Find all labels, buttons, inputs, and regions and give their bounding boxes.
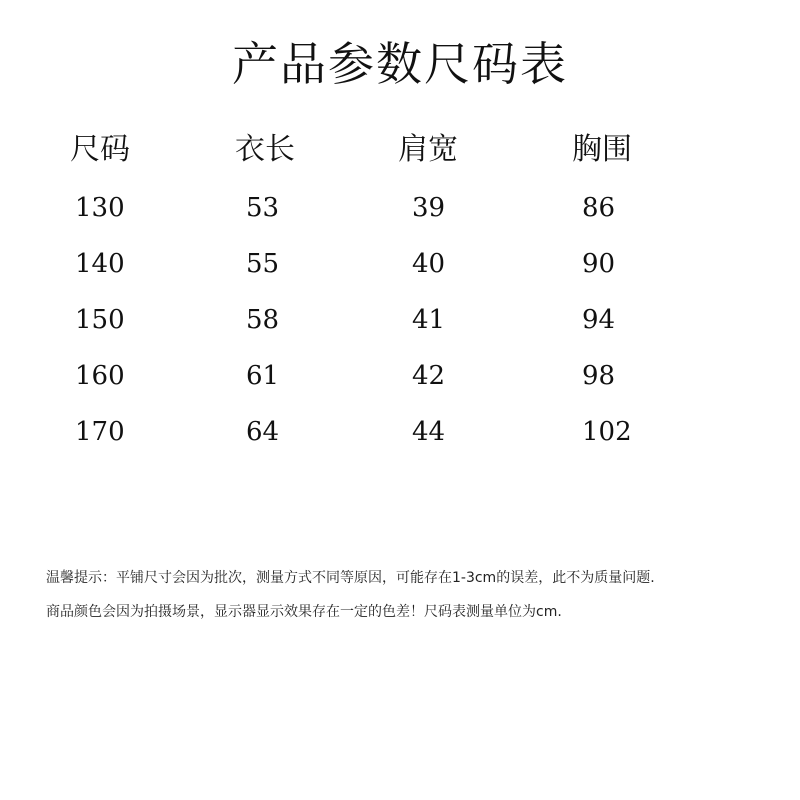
cell-shoulder: 40 [412,249,446,279]
cell-size: 150 [75,305,125,335]
size-chart-table [0,126,800,464]
cell-chest: 86 [582,193,616,223]
measurement-note: 温馨提示：平铺尺寸会因为批次，测量方式不同等原因，可能存在1-3cm的误差，此不为质量问题. [46,570,655,586]
cell-chest: 98 [582,361,616,391]
table-row [0,352,800,408]
header-shoulder: 肩宽 [398,132,458,167]
cell-chest: 94 [582,305,616,335]
cell-length: 61 [246,361,280,391]
header-chest: 胸围 [572,132,632,167]
header-size: 尺码 [70,132,130,167]
table-row [0,240,800,296]
table-row [0,296,800,352]
page-title: 产品参数尺码表 [232,37,568,91]
cell-size: 170 [75,417,125,447]
color-note: 商品颜色会因为拍摄场景，显示器显示效果存在一定的色差！尺码表测量单位为cm. [46,604,562,620]
cell-length: 64 [246,417,280,447]
cell-chest: 90 [582,249,616,279]
cell-length: 55 [246,249,280,279]
cell-size: 130 [75,193,125,223]
cell-shoulder: 44 [412,417,446,447]
cell-length: 53 [246,193,280,223]
cell-size: 140 [75,249,125,279]
cell-shoulder: 39 [412,193,446,223]
cell-shoulder: 42 [412,361,446,391]
header-length: 衣长 [235,132,295,167]
cell-chest: 102 [582,417,632,447]
cell-shoulder: 41 [412,305,446,335]
cell-size: 160 [75,361,125,391]
cell-length: 58 [246,305,280,335]
table-header-row [0,126,800,184]
table-row [0,408,800,464]
table-row [0,184,800,240]
